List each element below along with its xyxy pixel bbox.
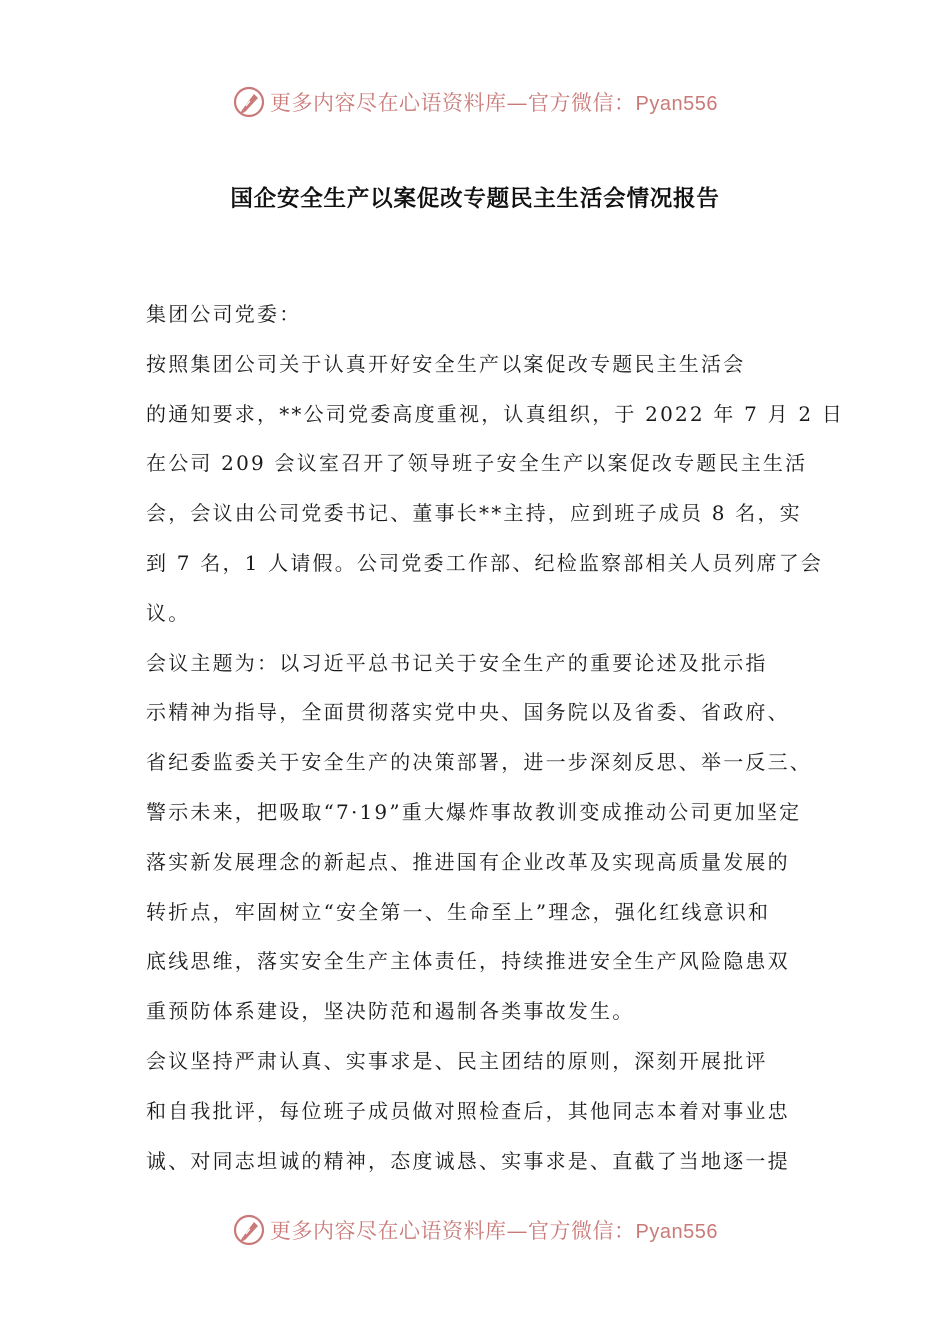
body-line: 会议主题为：以习近平总书记关于安全生产的重要论述及批示指 — [146, 650, 768, 675]
pen-nib-logo-icon — [232, 1213, 266, 1247]
body-line: 省纪委监委关于安全生产的决策部署，进一步深刻反思、举一反三、 — [146, 750, 812, 775]
body-line: 重预防体系建设，坚决防范和遏制各类事故发生。 — [146, 999, 635, 1024]
body-line: 集团公司党委： — [146, 302, 302, 326]
body-line: 和自我批评，每位班子成员做对照检查后，其他同志本着对事业忠 — [146, 1098, 790, 1123]
body-line: 落实新发展理念的新起点、推进国有企业改革及实现高质量发展的 — [146, 849, 790, 874]
footer-watermark — [0, 1208, 950, 1252]
body-line: 转折点，牢固树立“安全第一、生命至上”理念，强化红线意识和 — [146, 899, 771, 924]
document-title: 国企安全生产以案促改专题民主生活会情况报告 — [230, 186, 720, 212]
watermark-text: 更多内容尽在心语资料库—官方微信：Pyan556 — [270, 1219, 718, 1243]
pen-nib-logo-icon — [232, 85, 266, 119]
body-line: 示精神为指导，全面贯彻落实党中央、国务院以及省委、省政府、 — [146, 700, 790, 725]
body-line: 议。 — [146, 600, 191, 625]
body-line: 按照集团公司关于认真开好安全生产以案促改专题民主生活会 — [146, 351, 746, 376]
body-line: 会，会议由公司党委书记、董事长**主持，应到班子成员 8 名，实 — [146, 501, 802, 526]
body-line: 到 7 名，1 人请假。公司党委工作部、纪检监察部相关人员列席了会 — [146, 550, 824, 575]
wechat-id: Pyan556 — [635, 1221, 718, 1243]
body-line: 的通知要求，**公司党委高度重视，认真组织，于 2022 年 7 月 2 日 — [146, 401, 845, 426]
watermark-text: 更多内容尽在心语资料库—官方微信：Pyan556 — [270, 91, 718, 115]
body-line: 会议坚持严肃认真、实事求是、民主团结的原则，深刻开展批评 — [146, 1048, 768, 1073]
document-body — [146, 297, 845, 1193]
body-line: 警示未来，把吸取“7·19”重大爆炸事故教训变成推动公司更加坚定 — [146, 799, 802, 824]
header-watermark — [0, 80, 950, 124]
body-line: 底线思维，落实安全生产主体责任，持续推进安全生产风险隐患双 — [146, 949, 790, 974]
body-line: 诚、对同志坦诚的精神，态度诚恳、实事求是、直截了当地逐一提 — [146, 1148, 790, 1173]
wechat-id: Pyan556 — [635, 93, 718, 115]
body-line: 在公司 209 会议室召开了领导班子安全生产以案促改专题民主生活 — [146, 451, 808, 476]
